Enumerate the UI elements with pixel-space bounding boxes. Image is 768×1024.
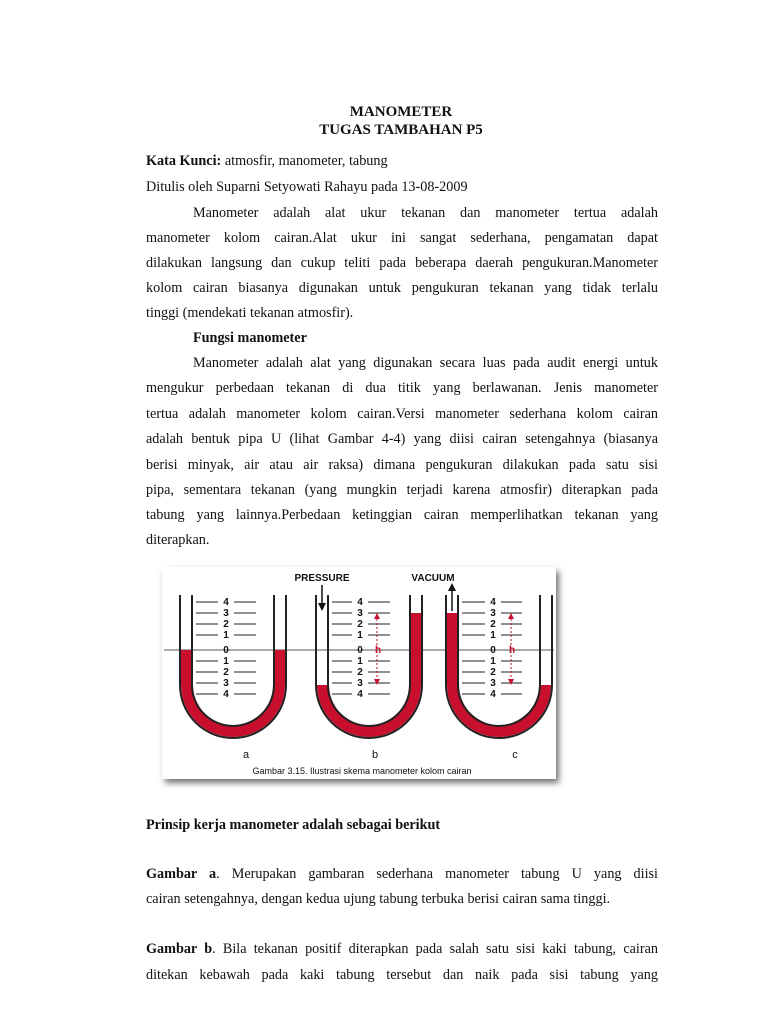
h-label: h [508,645,516,656]
scale-tick: 1 [490,630,496,641]
panel-label-c: c [512,749,518,761]
paragraph-2-line: tertua adalah manometer kolom cairan.Versi manometer sederhana kolom cairan [146,406,658,422]
scale-tick: 1 [223,630,229,641]
scale-tick: 1 [223,656,229,667]
scale-tick: 3 [490,608,496,619]
gambar-a-line-2: cairan setengahnya, dengan kedua ujung tabung terbuka berisi cairan sama tinggi. [146,891,611,907]
section-heading-prinsip: Prinsip kerja manometer adalah sebagai berikut [146,817,441,833]
scale-tick: 4 [357,689,363,700]
scale-tick: 2 [223,619,229,630]
scale-tick: 3 [223,608,229,619]
paragraph-2-line: berisi minyak, air atau air raksa) dimana pengukuran dilakukan pada satu sisi [146,457,658,473]
tube-b-liquid [317,613,421,737]
scale-tick: 2 [223,667,229,678]
scale-tick: 0 [223,645,229,656]
manometer-figure [162,567,556,779]
panel-label-a: a [242,749,250,761]
gambar-b-line-1 [146,941,658,958]
scale-tick: 4 [223,689,229,700]
scale-tick: 2 [357,667,363,678]
tube-c-liquid [447,613,551,737]
tube-c [411,573,552,761]
gambar-b-label: Gambar b [146,941,213,957]
tube-b [294,573,422,761]
paragraph-1-line: manometer kolom cairan.Alat ukur ini sangat sederhana, pengamatan dapat [146,230,658,246]
scale-tick: 3 [490,678,496,689]
scale-tick: 1 [490,656,496,667]
vacuum-label: VACUUM [411,573,455,584]
scale-tick: 4 [357,597,363,608]
gambar-a-text: . Merupakan gambaran sederhana manometer tabung U yang diisi [216,866,658,882]
scale-tick: 2 [490,667,496,678]
scale-tick: 2 [357,619,363,630]
scale-tick: 2 [490,619,496,630]
scale-tick: 4 [490,597,496,608]
author-line: Ditulis oleh Suparni Setyowati Rahayu pada 13-08-2009 [146,179,468,195]
paragraph-2-line: Manometer adalah alat yang digunakan secara luas pada audit energi untuk [193,355,658,371]
panel-label-b: b [371,749,379,761]
scale-tick: 1 [357,630,363,641]
paragraph-1-line: kolom cairan biasanya digunakan untuk pengukuran tekanan yang tidak terlalu [146,280,658,296]
paragraph-2-line: tabung yang lainnya.Perbedaan ketinggian cairan memperlihatkan tekanan yang [146,507,658,523]
paragraph-2-line: adalah bentuk pipa U (lihat Gambar 4-4) yang diisi cairan setengahnya (biasanya [146,431,658,447]
scale-tick: 3 [357,608,363,619]
gambar-b-text: . Bila tekanan positif diterapkan pada salah satu sisi kaki tabung, cairan [212,941,658,957]
document-title: MANOMETER [349,104,453,120]
scale-tick: 0 [357,645,363,656]
scale-tick: 0 [490,645,496,656]
h-label: h [374,645,382,656]
gambar-a-line-1 [146,866,658,883]
paragraph-2-line: mengukur perbedaan tekanan di dua titik yang berlawanan. Jenis manometer [146,380,658,396]
paragraph-1-line: dilakukan langsung dan cukup teliti pada beberapa daerah pengukuran.Manometer [146,255,658,271]
scale-tick: 1 [357,656,363,667]
section-heading-fungsi: Fungsi manometer [193,330,307,346]
paragraph-2-line: pipa, sementara tekanan (yang mungkin terjadi karena atmosfir) diterapkan pada [146,482,658,498]
paragraph-2-line: diterapkan. [146,532,210,548]
pressure-label: PRESSURE [294,573,350,584]
document-subtitle: TUGAS TAMBAHAN P5 [319,122,483,138]
scale-tick: 3 [357,678,363,689]
keywords-value: atmosfir, manometer, tabung [221,153,388,169]
scale-tick: 3 [223,678,229,689]
keywords-line [146,153,388,170]
keywords-label: Kata Kunci: [146,153,222,169]
paragraph-1-line: Manometer adalah alat ukur tekanan dan manometer tertua adalah [193,205,658,221]
paragraph-1-line: tinggi (mendekati tekanan atmosfir). [146,305,354,321]
figure-caption: Gambar 3.15. Ilustrasi skema manometer kolom cairan [252,766,472,776]
scale-tick: 4 [490,689,496,700]
manometer-illustration [162,567,556,779]
gambar-b-line-2: ditekan kebawah pada kaki tabung tersebut dan naik pada sisi tabung yang [146,967,658,983]
scale-tick: 4 [223,597,229,608]
tube-a [180,595,286,761]
gambar-a-label: Gambar a [146,866,217,882]
